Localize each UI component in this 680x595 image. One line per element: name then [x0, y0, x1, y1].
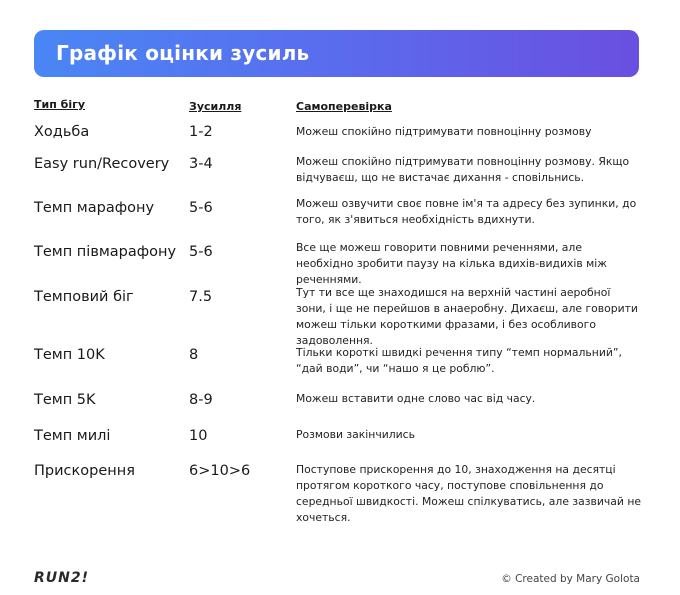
self-check-text: Можеш спокійно підтримувати повноцінну розмову. Якщо відчуваєш, що не вистачає дихання - сповільнись.: [296, 155, 630, 184]
run-type: Темповий біг: [34, 289, 134, 305]
effort-value: 8-9: [189, 392, 213, 408]
self-check-text: Тут ти все ще знаходишся на верхній частині аеробної зони, і ще не перейшов в анаеробну. Дихаєш, але говорити можеш тільки короткими фразами, і без особливого задоволення.: [296, 286, 638, 347]
run-type: Темп марафону: [34, 200, 155, 216]
effort-value: 6>10>6: [189, 463, 251, 479]
run-type: Темп півмарафону: [34, 244, 177, 260]
effort-value: 3-4: [189, 156, 213, 172]
effort-value: 8: [189, 347, 199, 363]
self-check-text: Можеш вставити одне слово час від часу.: [296, 392, 536, 405]
self-check-text: Розмови закінчились: [296, 428, 415, 441]
run-type: Темп милі: [34, 428, 111, 444]
title-banner: [34, 30, 639, 77]
run-type: Ходьба: [34, 124, 90, 140]
effort-value: 5-6: [189, 244, 213, 260]
column-header-effort: Зусилля: [189, 100, 242, 113]
column-header-check: Самоперевірка: [296, 100, 392, 113]
run-type: Easy run/Recovery: [34, 156, 170, 172]
self-check-text: Тільки короткі швидкі речення типу “темп нормальний”, “дай води”, чи “нашо я це роблю”.: [296, 346, 622, 375]
self-check-text: Все ще можеш говорити повними реченнями, але необхідно зробити паузу на кілька вдихів-видихів між реченнями.: [296, 241, 608, 286]
effort-value: 5-6: [189, 200, 213, 216]
run-type: Прискорення: [34, 463, 135, 479]
credit-text: © Created by Mary Golota: [501, 573, 640, 585]
page-title: Графік оцінки зусиль: [56, 41, 310, 65]
brand-logo: RUN2!: [34, 570, 89, 586]
column-header-type: Тип бігу: [34, 98, 86, 111]
self-check-text: Можеш озвучити своє повне ім'я та адресу без зупинки, до того, як з'явиться необхідність вдихнути.: [296, 197, 637, 226]
self-check-text: Можеш спокійно підтримувати повноцінну розмову: [296, 125, 592, 138]
run-type: Темп 10K: [34, 347, 105, 363]
run-type: Темп 5K: [34, 392, 96, 408]
effort-value: 10: [189, 428, 208, 444]
effort-value: 7.5: [189, 289, 213, 305]
self-check-text: Поступове прискорення до 10, знаходження на десятці протягом короткого часу, поступове сповільнення до середньої швидкості. Можеш спілкуватись, але зазвичай не хочеться.: [296, 463, 642, 524]
effort-value: 1-2: [189, 124, 213, 140]
